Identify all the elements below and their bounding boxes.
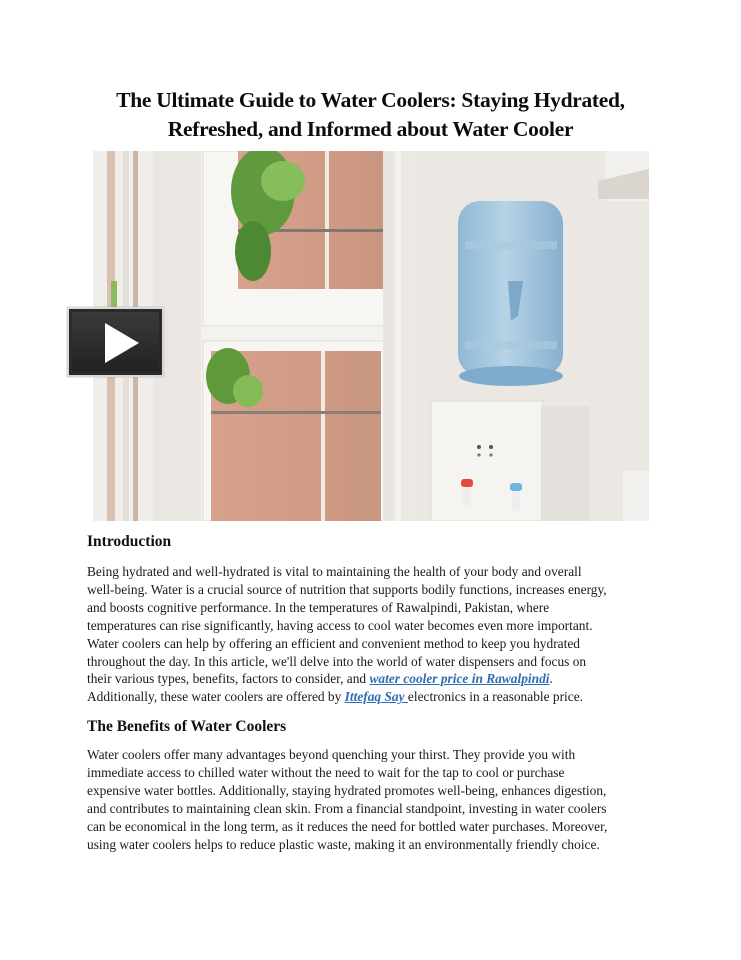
water-cooler-photo — [93, 151, 649, 521]
text-line: and boosts cognitive performance. In the temperatures of Rawalpindi, Pakistan, where — [87, 599, 550, 615]
text-line: Water coolers can help by offering an efficient and convenient method to keep you hydrated — [87, 635, 580, 651]
text-line: and contributes to maintaining clean skin. From a financial standpoint, investing in water coolers — [87, 800, 607, 816]
text-line — [87, 688, 657, 706]
text-line — [87, 670, 657, 688]
text-line: Being hydrated and well-hydrated is vital to maintaining the health of your body and overall — [87, 564, 582, 579]
text-fragment: electronics in a reasonable price. — [407, 689, 584, 705]
title-line-2: Refreshed, and Informed about Water Cooler — [167, 117, 574, 141]
section-heading-benefits: The Benefits of Water Coolers — [87, 718, 287, 735]
ittefaq-say-link[interactable]: Ittefaq Say — [344, 689, 408, 705]
text-line: temperatures can rise significantly, having access to cool water becomes even more important. — [87, 617, 593, 633]
text-line: Water coolers offer many advantages beyond quenching your thirst. They provide you with — [87, 747, 576, 762]
benefits-paragraph — [87, 746, 657, 853]
text-fragment: their various types, benefits, factors to consider, and — [87, 671, 370, 687]
text-line: can be economical in the long term, as it reduces the need for bottled water purchases. Moreover, — [87, 818, 608, 834]
text-line: well-being. Water is a crucial source of nutrition that supports bodily functions, increases energy, — [87, 581, 607, 597]
text-fragment: Additionally, these water coolers are offered by — [87, 689, 345, 705]
text-line: immediate access to chilled water without the need to wait for the tap to cool or purchase — [87, 764, 565, 780]
section-heading-introduction: Introduction — [87, 533, 172, 550]
text-fragment: . — [549, 671, 553, 687]
play-icon — [105, 323, 139, 363]
text-line: using water coolers helps to reduce plastic waste, making it an environmentally friendly choice. — [87, 836, 600, 852]
page-title — [60, 86, 681, 144]
text-line: expensive water bottles. Additionally, staying hydrated promotes well-being, enhances digestion, — [87, 782, 607, 798]
title-line-1: The Ultimate Guide to Water Coolers: Staying Hydrated, — [116, 88, 625, 112]
water-cooler-price-link[interactable]: water cooler price in Rawalpindi — [369, 671, 550, 687]
play-video-button[interactable] — [67, 307, 164, 377]
text-line: throughout the day. In this article, we'll delve into the world of water dispensers and focus on — [87, 653, 587, 669]
introduction-paragraph — [87, 563, 657, 706]
